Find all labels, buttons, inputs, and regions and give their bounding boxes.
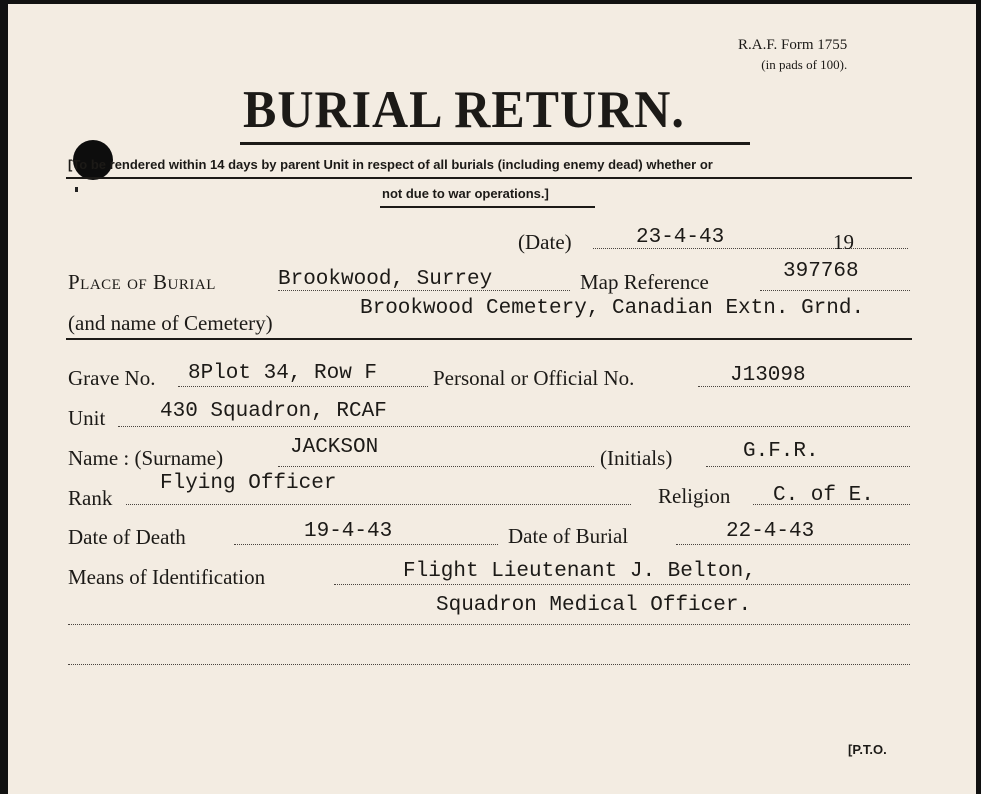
please-turn-over: [P.T.O. [848,742,887,757]
unit-value: 430 Squadron, RCAF [160,400,387,423]
initials-value: G.F.R. [743,440,819,463]
surname-label: Name : (Surname) [68,446,224,470]
initials-label: (Initials) [600,446,673,470]
title-underline [240,142,750,145]
initials-dotted-line [706,466,910,467]
rank-dotted-line [126,504,631,505]
identification-dotted-line [334,584,910,585]
rank-value: Flying Officer [160,472,337,495]
grave-number-label: Grave No. [68,366,156,390]
instruction-rule-1 [66,177,912,179]
date-of-burial-label: Date of Burial [508,524,629,548]
surname-dotted-line [278,466,594,467]
grave-dotted-line [178,386,428,387]
date-value: 23-4-43 [636,226,725,249]
cemetery-label: (and name of Cemetery) [68,311,273,335]
identification-value-line-1: Flight Lieutenant J. Belton, [403,560,756,583]
official-number-label: Personal or Official No. [433,366,635,390]
instruction-rule-2 [380,206,595,208]
map-reference-dotted-line [760,290,910,291]
form-number: R.A.F. Form 1755 [738,37,848,53]
burial-dotted-line [676,544,910,545]
rank-label: Rank [68,486,113,510]
surname-value: JACKSON [290,436,379,459]
place-of-burial-label: Place of Burial [68,270,216,294]
date-year-prefix: 19 [833,230,854,254]
map-reference-value: 397768 [783,260,859,283]
blank-dotted-line [68,664,910,665]
cemetery-value: Brookwood Cemetery, Canadian Extn. Grnd. [360,297,865,320]
religion-value: C. of E. [773,484,874,507]
official-number-value: J13098 [730,364,806,387]
instruction-line-1: [To be rendered within 14 days by parent Unit in respect of all burials (including enemy dead) whether or [68,157,713,172]
place-of-burial-value: Brookwood, Surrey [278,268,493,291]
identification-label: Means of Identification [68,565,266,589]
burial-return-form [8,4,976,794]
form-pads-note: (in pads of 100). [761,57,848,72]
identification-dotted-line-2 [68,624,910,625]
identification-value-line-2: Squadron Medical Officer. [436,594,752,617]
section-rule [66,338,912,340]
date-of-burial-value: 22-4-43 [726,520,815,543]
form-reference [738,36,847,74]
religion-label: Religion [658,484,731,508]
instruction-line-2: not due to war operations.] [382,186,549,201]
grave-number-value: 8Plot 34, Row F [188,362,378,385]
date-of-death-label: Date of Death [68,525,186,549]
form-title: BURIAL RETURN. [243,79,685,139]
ink-mark [75,187,78,192]
date-label: (Date) [518,230,572,254]
unit-dotted-line [118,426,910,427]
map-reference-label: Map Reference [580,270,709,294]
date-of-death-value: 19-4-43 [304,520,393,543]
unit-label: Unit [68,406,106,430]
death-dotted-line [234,544,498,545]
